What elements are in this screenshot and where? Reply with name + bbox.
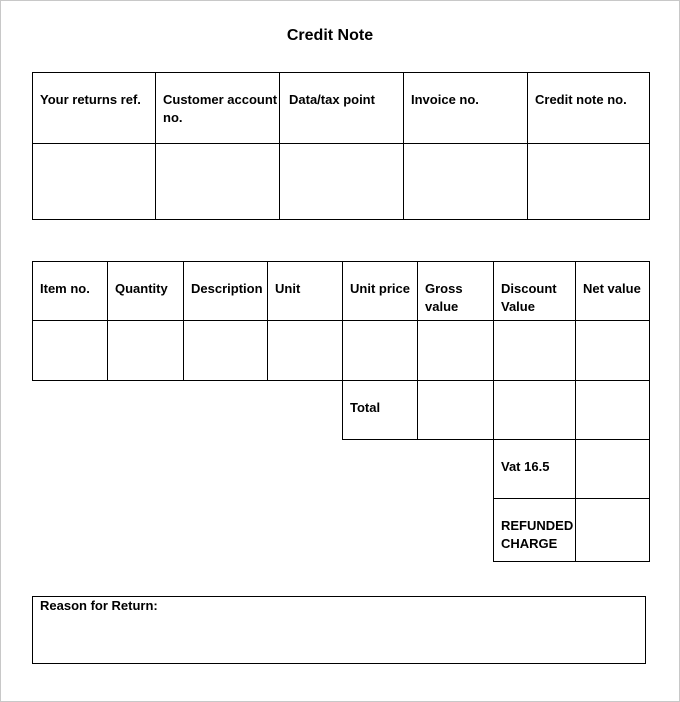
header-col-returns-ref: Your returns ref. [32,72,156,144]
header-col-customer-account: Customer account no. [155,72,280,144]
document-title: Credit Note [286,27,374,44]
unit-price-field[interactable] [342,320,418,381]
items-col-unit-price: Unit price [342,261,418,321]
items-col-net-value: Net value [575,261,650,321]
vat-label: Vat 16.5 [493,439,576,499]
unit-field[interactable] [267,320,343,381]
tax-point-field[interactable] [279,143,404,220]
net-value-field[interactable] [575,320,650,381]
reason-for-return-box[interactable] [32,596,646,664]
items-col-quantity: Quantity [107,261,184,321]
total-gross-field[interactable] [417,380,494,440]
discount-value-field[interactable] [493,320,576,381]
items-col-gross-value: Gross value [417,261,494,321]
header-col-tax-point: Data/tax point [279,72,404,144]
header-col-credit-note-no: Credit note no. [527,72,650,144]
items-col-description: Description [183,261,268,321]
returns-ref-field[interactable] [32,143,156,220]
invoice-no-field[interactable] [403,143,528,220]
refunded-charge-label: REFUNDED CHARGE [493,498,576,562]
item-no-field[interactable] [32,320,108,381]
refunded-charge-field[interactable] [575,498,650,562]
gross-value-field[interactable] [417,320,494,381]
reason-for-return-label: Reason for Return: [40,598,158,613]
description-field[interactable] [183,320,268,381]
header-col-invoice-no: Invoice no. [403,72,528,144]
credit-note-no-field[interactable] [527,143,650,220]
quantity-field[interactable] [107,320,184,381]
vat-field[interactable] [575,439,650,499]
customer-account-field[interactable] [155,143,280,220]
total-discount-field[interactable] [493,380,576,440]
items-col-discount-value: Discount Value [493,261,576,321]
items-col-unit: Unit [267,261,343,321]
items-col-item-no: Item no. [32,261,108,321]
total-net-field[interactable] [575,380,650,440]
total-label: Total [342,380,418,440]
